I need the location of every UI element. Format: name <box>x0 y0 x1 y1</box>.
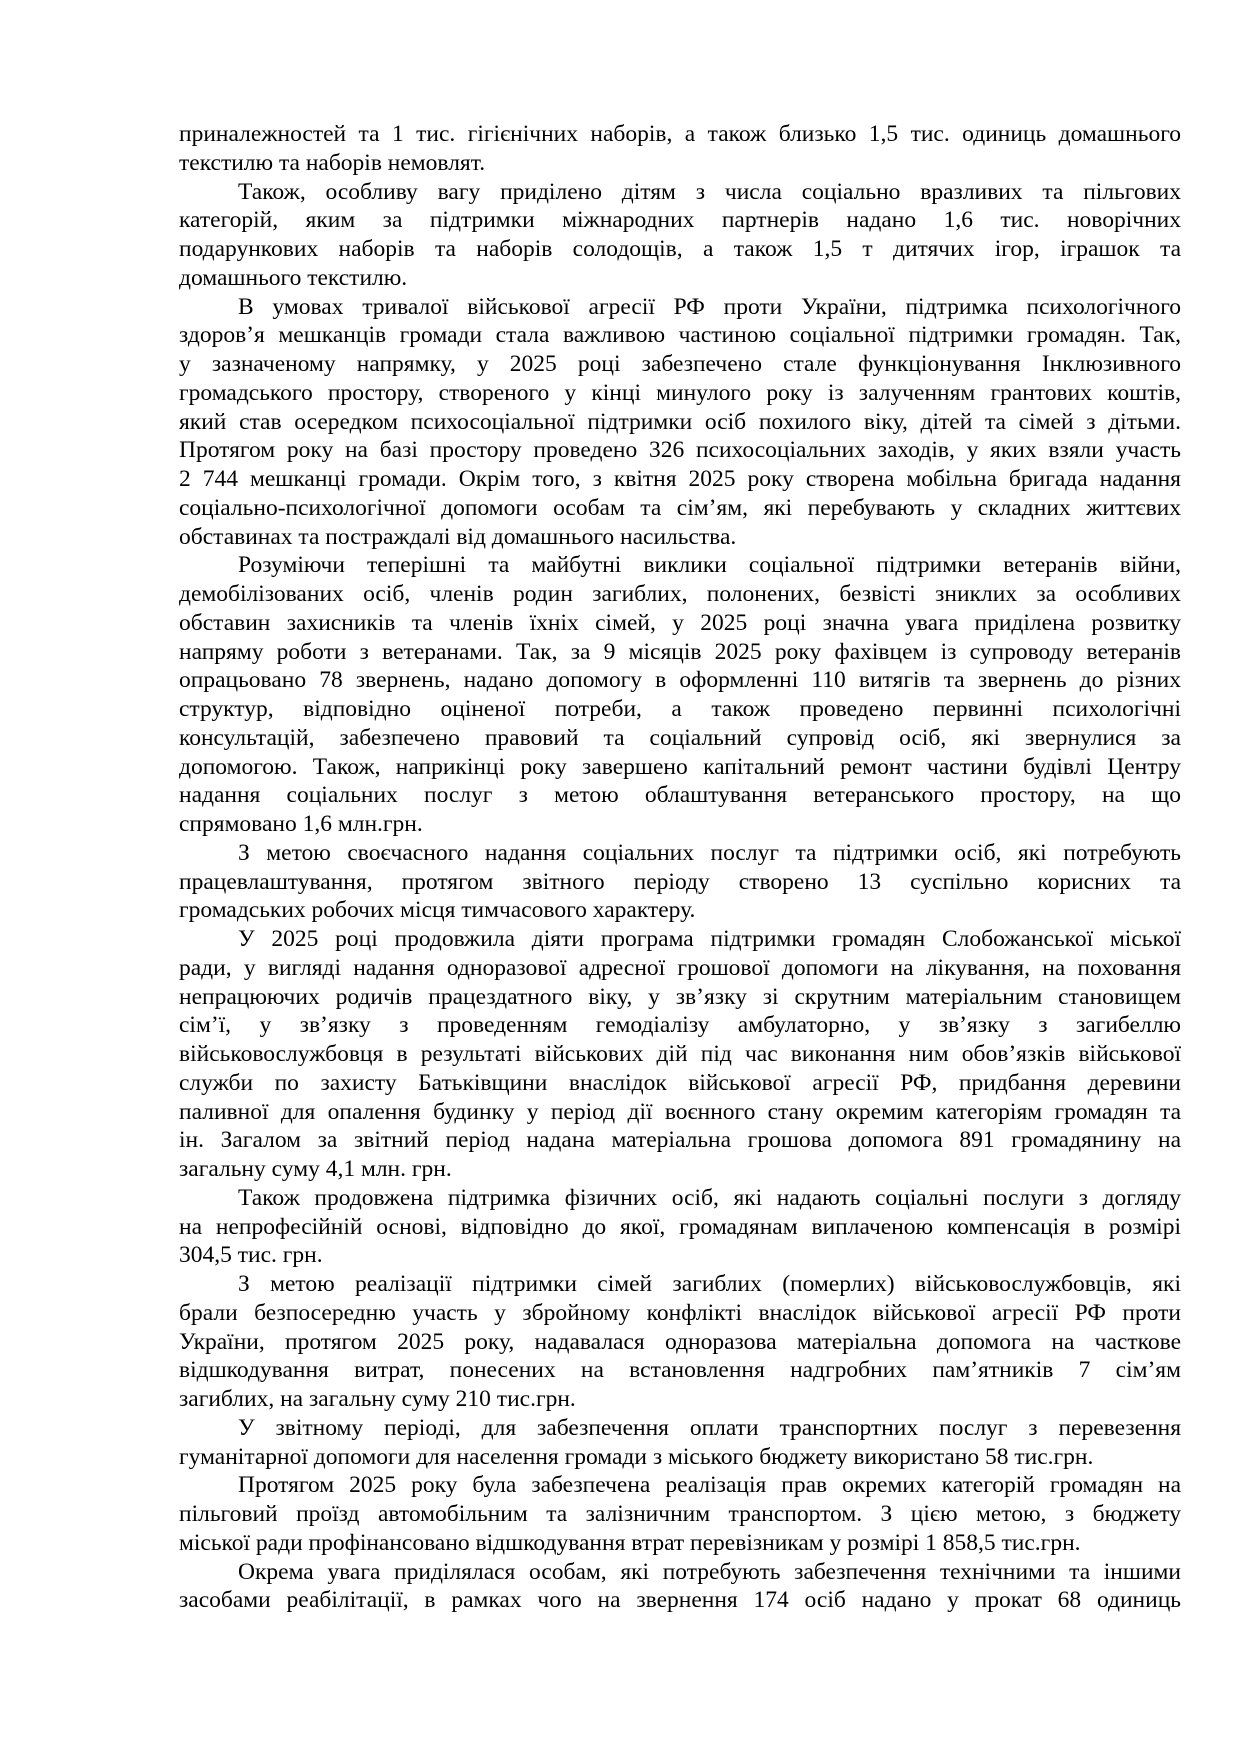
text-line: працевлаштування, протягом звітного періоду створено 13 суспільно корисних та <box>179 868 1181 895</box>
text-line: громадських робочих місця тимчасового характеру. <box>179 897 696 924</box>
text-line: У звітному періоді, для забезпечення оплати транспортних послуг з перевезення <box>238 1414 1181 1441</box>
paragraph <box>179 1270 1181 1414</box>
text-line: В умовах тривалої військової агресії РФ проти України, підтримка психологічного <box>238 293 1181 320</box>
text-line: домашнього текстилю. <box>179 264 408 291</box>
text-line: категорій, яким за підтримки міжнародних партнерів надано 1,6 тис. новорічних <box>179 207 1181 234</box>
text-line: опрацьовано 78 звернень, надано допомогу в оформленні 110 витягів та звернень до різних <box>179 667 1181 694</box>
text-line: Окрема увага приділялася особам, які потребують забезпечення технічними та іншими <box>238 1558 1181 1585</box>
paragraph <box>179 1414 1181 1472</box>
text-line: загальну суму 4,1 млн. грн. <box>179 1156 452 1182</box>
text-line: консультацій, забезпечено правовий та соціальний супровід осіб, які звернулися за <box>179 724 1181 751</box>
text-line: обставин захисників та членів їхніх сімей, у 2025 році значна увага приділена розвитку <box>179 609 1181 636</box>
text-line: У 2025 році продовжила діяти програма підтримки громадян Слобожанської міської <box>238 926 1181 952</box>
text-line: гуманітарної допомоги для населення громади з міського бюджету використано 58 тис.грн. <box>179 1443 1094 1470</box>
paragraph <box>179 120 1181 178</box>
text-line: відшкодування витрат, понесених на встановлення надгробних пам’ятників 7 сім’ям <box>179 1357 1181 1384</box>
text-line: обставинах та постраждалі від домашнього насильства. <box>179 523 737 550</box>
text-line: Протягом 2025 року була забезпечена реалізація прав окремих категорій громадян на <box>238 1472 1181 1499</box>
text-line: міської ради профінансовано відшкодування втрат перевізникам у розмірі 1 858,5 тис.грн. <box>179 1529 1081 1556</box>
text-line: подарункових наборів та наборів солодощів, а також 1,5 т дитячих ігор, іграшок та <box>179 236 1181 262</box>
text-line: текстилю та наборів немовлят. <box>179 149 486 176</box>
paragraph <box>179 551 1181 839</box>
paragraph <box>179 1558 1181 1616</box>
text-line: спрямовано 1,6 млн.грн. <box>179 811 423 837</box>
text-line: паливної для опалення будинку у період дії воєнного стану окремим категоріям громадян та <box>179 1098 1181 1125</box>
text-line: соціально-психологічної допомоги особам та сім’ям, які перебувають у складних життєвих <box>179 494 1181 521</box>
text-line: громадського простору, створеного у кінці минулого року із залученням грантових коштів, <box>179 379 1181 406</box>
text-line: приналежностей та 1 тис. гігієнічних наборів, а також близько 1,5 тис. одиниць домашнього <box>179 121 1181 147</box>
paragraph <box>179 178 1181 293</box>
text-line: З метою своєчасного надання соціальних послуг та підтримки осіб, які потребують <box>238 839 1181 866</box>
text-line: Також, особливу вагу приділено дітям з числа соціально вразливих та пільгових <box>238 178 1181 205</box>
text-line: 304,5 тис. грн. <box>179 1242 323 1269</box>
text-line: загиблих, на загальну суму 210 тис.грн. <box>179 1386 576 1412</box>
text-line: демобілізованих осіб, членів родин загиблих, полонених, безвісті зниклих за особливих <box>179 581 1181 607</box>
text-line: 2 744 мешканці громади. Окрім того, з квітня 2025 року створена мобільна бригада надання <box>179 466 1181 492</box>
text-line: Також продовжена підтримка фізичних осіб, які надають соціальні послуги з догляду <box>238 1184 1181 1211</box>
paragraph <box>179 1184 1181 1270</box>
text-line: сім’ї, у зв’язку з проведенням гемодіалізу амбулаторно, у зв’язку з загибеллю <box>179 1012 1181 1039</box>
text-line: З метою реалізації підтримки сімей загиблих (померлих) військовослужбовців, які <box>238 1271 1181 1297</box>
text-line: України, протягом 2025 року, надавалася одноразова матеріальна допомога на часткове <box>179 1328 1181 1355</box>
text-line: надання соціальних послуг з метою облаштування ветеранського простору, на що <box>179 782 1181 809</box>
document-page <box>179 120 1181 1615</box>
paragraph <box>179 1471 1181 1557</box>
text-line: ін. Загалом за звітний період надана матеріальна грошова допомога 891 громадянину на <box>179 1127 1181 1154</box>
text-line: брали безпосередню участь у збройному конфлікті внаслідок військової агресії РФ проти <box>179 1299 1181 1326</box>
text-line: військовослужбовця в результаті військових дій під час виконання ним обов’язків військової <box>179 1041 1181 1067</box>
text-line: ради, у вигляді надання одноразової адресної грошової допомоги на лікування, на поховання <box>179 954 1181 981</box>
text-line: структур, відповідно оціненої потреби, а також проведено первинні психологічні <box>179 696 1181 722</box>
text-line: напряму роботи з ветеранами. Так, за 9 місяців 2025 року фахівцем із супроводу ветеранів <box>179 638 1181 665</box>
text-line: Протягом року на базі простору проведено 326 психосоціальних заходів, у яких взяли участь <box>179 437 1181 464</box>
paragraph <box>179 925 1181 1184</box>
text-line: на непрофесійній основі, відповідно до якої, громадянам виплаченою компенсація в розмірі <box>179 1213 1181 1240</box>
paragraph <box>179 293 1181 552</box>
text-line: пільговий проїзд автомобільним та залізничним транспортом. З цією метою, з бюджету <box>179 1501 1181 1527</box>
text-line: у зазначеному напрямку, у 2025 році забезпечено стале функціонування Інклюзивного <box>179 351 1181 377</box>
text-line: який став осередком психосоціальної підтримки осіб похилого віку, дітей та сімей з дітьми. <box>179 408 1181 435</box>
text-line: Розуміючи теперішні та майбутні виклики соціальної підтримки ветеранів війни, <box>238 552 1181 579</box>
text-line: здоров’я мешканців громади стала важливою частиною соціальної підтримки громадян. Так, <box>179 322 1181 349</box>
text-line: допомогою. Також, наприкінці року завершено капітальний ремонт частини будівлі Центру <box>179 753 1181 780</box>
text-line: засобами реабілітації, в рамках чого на звернення 174 осіб надано у прокат 68 одиниць <box>179 1587 1181 1614</box>
text-line: служби по захисту Батьківщини внаслідок військової агресії РФ, придбання деревини <box>179 1069 1181 1096</box>
text-line: непрацюючих родичів працездатного віку, у зв’язку зі скрутним матеріальним становищем <box>179 983 1181 1010</box>
paragraph <box>179 839 1181 925</box>
